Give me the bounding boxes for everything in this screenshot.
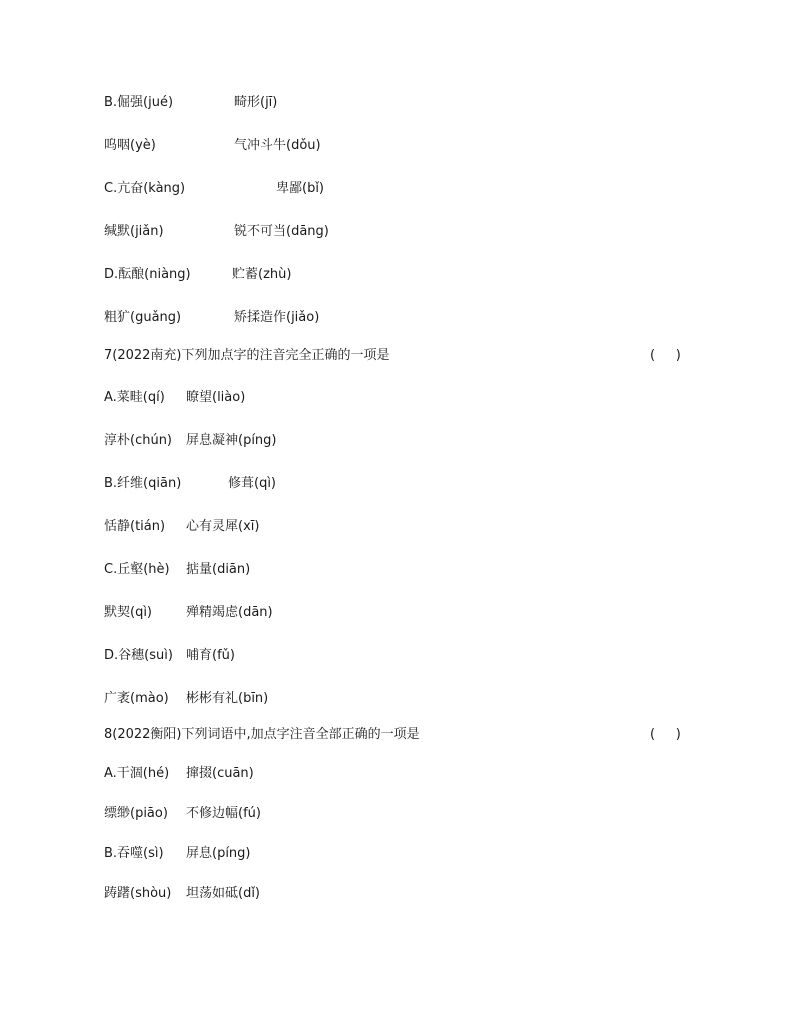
option-text: 锐不可当(dāng) bbox=[234, 224, 329, 239]
option-text: B.倔强(jué) bbox=[104, 95, 174, 110]
q7-option-b-2-second: 心有灵犀(xī) bbox=[186, 519, 260, 534]
q8-option-b-2-second: 坦荡如砥(dǐ) bbox=[186, 886, 261, 901]
option-b-line-2 bbox=[104, 138, 156, 154]
question-8-stem: 8(2022衡阳)下列词语中,加点字注音全部正确的一项是 bbox=[104, 727, 420, 742]
option-d-line-1-second bbox=[232, 267, 291, 283]
option-b-line-2-second bbox=[234, 138, 321, 154]
q7-option-d-1-second: 哺育(fǔ) bbox=[186, 648, 235, 663]
q7-option-d-2: 广袤(mào) bbox=[104, 691, 169, 706]
q8-option-b-1-second: 屏息(píng) bbox=[186, 846, 251, 861]
q8-option-a-1-second: 撺掇(cuān) bbox=[186, 766, 254, 781]
option-text: 卑鄙(bǐ) bbox=[276, 181, 325, 196]
option-text: 缄默(jiǎn) bbox=[104, 224, 164, 239]
option-d-line-2 bbox=[104, 310, 181, 326]
q7-option-c-2: 默契(qì) bbox=[104, 605, 153, 620]
option-c-line-1 bbox=[104, 181, 185, 197]
option-b-line-1 bbox=[104, 95, 173, 111]
q7-option-d-1: D.谷穗(suì) bbox=[104, 648, 173, 663]
q7-option-b-1-second: 修葺(qì) bbox=[228, 476, 277, 491]
q7-option-a-2: 淳朴(chún) bbox=[104, 433, 173, 448]
option-text: 畸形(jī) bbox=[234, 95, 278, 110]
q7-option-b-2: 恬静(tián) bbox=[104, 519, 166, 534]
option-d-line-2-second bbox=[234, 310, 319, 326]
option-text: 气冲斗牛(dǒu) bbox=[234, 138, 321, 153]
q7-option-c-2-second: 殚精竭虑(dān) bbox=[186, 605, 273, 620]
q7-option-c-1: C.丘壑(hè) bbox=[104, 562, 170, 577]
question-8-answer-blank: ( ) bbox=[650, 727, 681, 742]
q7-option-a-1-second: 瞭望(liào) bbox=[186, 390, 246, 405]
option-c-line-2-second bbox=[234, 224, 329, 240]
q7-option-d-2-second: 彬彬有礼(bīn) bbox=[186, 691, 269, 706]
option-b-line-1-second bbox=[234, 95, 277, 111]
option-d-line-1 bbox=[104, 267, 191, 283]
option-text: 呜咽(yè) bbox=[104, 138, 156, 153]
q7-option-c-1-second: 掂量(diān) bbox=[186, 562, 251, 577]
q8-option-b-1: B.吞噬(sì) bbox=[104, 846, 164, 861]
option-c-line-1-second bbox=[276, 181, 324, 197]
option-c-line-2 bbox=[104, 224, 164, 240]
option-text: D.酝酿(niàng) bbox=[104, 267, 191, 282]
option-text: 矫揉造作(jiǎo) bbox=[234, 310, 320, 325]
q8-option-a-2-second: 不修边幅(fú) bbox=[186, 806, 261, 821]
option-text: C.亢奋(kàng) bbox=[104, 181, 186, 196]
q7-option-a-1: A.菜畦(qí) bbox=[104, 390, 165, 405]
q8-option-a-2: 缥缈(piāo) bbox=[104, 806, 168, 821]
q8-option-b-2: 踌躇(shòu) bbox=[104, 886, 172, 901]
option-text: 贮蓄(zhù) bbox=[232, 267, 292, 282]
option-text: 粗犷(guǎng) bbox=[104, 310, 182, 325]
question-7-answer-blank: ( ) bbox=[650, 348, 681, 363]
q7-option-a-2-second: 屏息凝神(píng) bbox=[186, 433, 277, 448]
question-7-stem: 7(2022南充)下列加点字的注音完全正确的一项是 bbox=[104, 348, 390, 363]
q7-option-b-1: B.纤维(qiān) bbox=[104, 476, 182, 491]
q8-option-a-1: A.干涸(hé) bbox=[104, 766, 170, 781]
